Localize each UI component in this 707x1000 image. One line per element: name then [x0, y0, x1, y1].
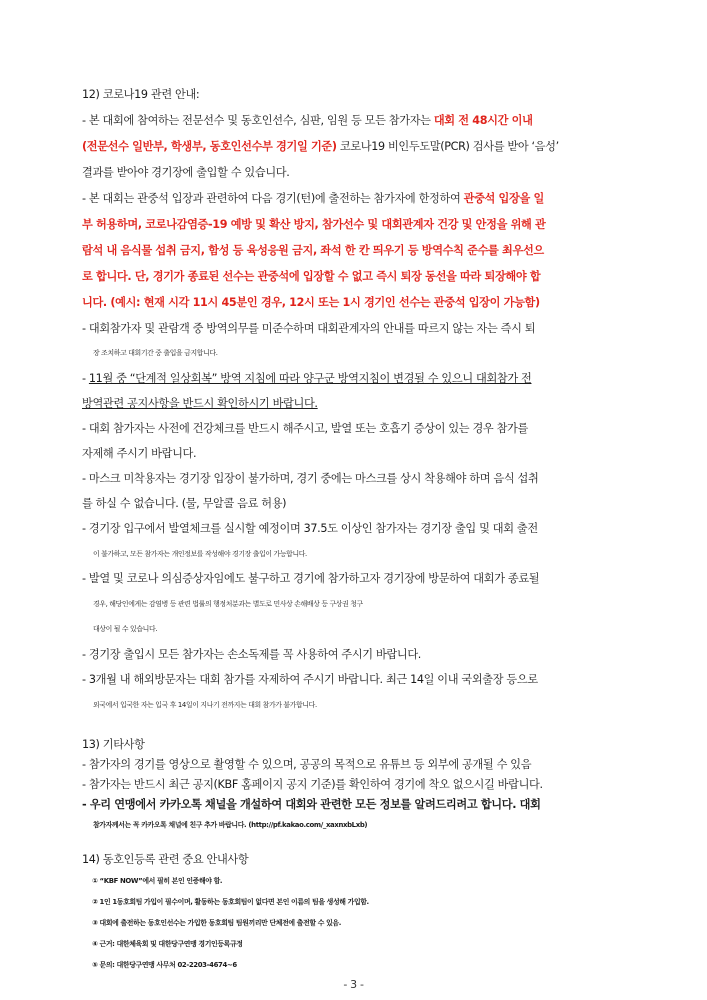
- spectator-notice-line-1: - 본 대회는 관중석 입장과 관련하여 다음 경기(턴)에 출전하는 참가자에 한정하여 관중석 입장을 일: [82, 192, 544, 205]
- page-number: - 3 -: [343, 978, 364, 991]
- notice-check-line: - 참가자는 반드시 최근 공지(KBF 홈페이지 공지 기준)를 확인하여 경기에 착오 없으시길 바랍니다.: [82, 778, 543, 791]
- section-14-heading: 14) 동호인등록 관련 중요 안내사항: [82, 853, 249, 866]
- registration-item-2: ② 1인 1동호회팀 가입이 필수이며, 활동하는 동호회팀이 없다면 본인 이름의 팀을 생성해 가입함.: [92, 898, 369, 906]
- section-12-heading: 12) 코로나19 관련 안내:: [82, 88, 200, 101]
- liability-line-3: 대상이 될 수 있습니다.: [93, 625, 158, 633]
- spectator-notice-line-5: 니다. (예시: 현재 시각 11시 45분인 경우, 12시 또는 1시 경기인 선수는 관중석 입장이 가능함): [82, 296, 540, 309]
- covid-pcr-notice-line-2: (전문선수 일반부, 학생부, 동호인선수부 경기일 기준) 코로나19 비인두도말(PCR) 검사를 받아 ‘음성’: [82, 140, 559, 153]
- section-13-heading: 13) 기타사항: [82, 738, 145, 751]
- covid-pcr-notice-line-1: - 본 대회에 참여하는 전문선수 및 동호인선수, 심판, 임원 등 모든 참가자는 대회 전 48시간 이내: [82, 114, 533, 127]
- pcr-deadline-highlight: 대회 전 48시간 이내: [433, 114, 533, 127]
- fever-check-line-2: 이 불가하고, 모든 참가자는 개인정보를 작성해야 경기장 출입이 가능합니다.: [93, 550, 307, 558]
- registration-item-4: ④ 근거: 대한체육회 및 대한당구연맹 경기인등록규정: [92, 940, 243, 948]
- sanitizer-line: - 경기장 출입시 모든 참가자는 손소독제를 꼭 사용하여 주시기 바랍니다.: [82, 648, 422, 661]
- quarantine-rule-line-2: 장 조치하고 대회기간 중 출입을 금지합니다.: [93, 349, 218, 357]
- registration-item-1: ① “KBF NOW”에서 필히 본인 인증해야 함.: [92, 877, 223, 885]
- health-check-line-2: 자제해 주시기 바랍니다.: [82, 447, 197, 460]
- video-recording-notice: - 참가자의 경기를 영상으로 촬영할 수 있으며, 공공의 목적으로 유튜브 등 외부에 공개될 수 있음: [82, 758, 532, 771]
- registration-item-3: ③ 대회에 출전하는 동호인선수는 가입한 동호회팀 팀원끼리만 단체전에 출전할 수 있음.: [92, 919, 341, 927]
- spectator-notice-line-4: 로 합니다. 단, 경기가 종료된 선수는 관중석에 입장할 수 없고 즉시 퇴장 동선을 따라 퇴장해야 합: [82, 270, 541, 283]
- covid-pcr-notice-line-3: 결과를 받아야 경기장에 출입할 수 있습니다.: [82, 166, 290, 179]
- quarantine-rule-line-1: - 대회참가자 및 관람객 중 방역의무를 미준수하며 대회관계자의 안내를 따르지 않는 자는 즉시 퇴: [82, 322, 536, 335]
- liability-line-2: 경우, 해당인에게는 감염병 등 관련 법률의 행정처분과는 별도로 민사상 손해배상 등 구상권 청구: [93, 600, 363, 608]
- spectator-notice-line-3: 람석 내 음식물 섭취 금지, 함성 등 육성응원 금지, 좌석 한 칸 띄우기 등 방역수칙 준수를 최우선으: [82, 244, 544, 257]
- mask-rule-line-1: - 마스크 미착용자는 경기장 입장이 불가하며, 경기 중에는 마스크를 상시 착용해야 하며 음식 섭취: [82, 472, 539, 485]
- guideline-change-line-2: 방역관련 공지사항을 반드시 확인하시기 바랍니다.: [82, 397, 318, 410]
- overseas-visit-line-1: - 3개월 내 해외방문자는 대회 참가를 자제하여 주시기 바랍니다. 최근 14일 이내 국외출장 등으로: [82, 673, 538, 686]
- spectator-notice-line-2: 부 허용하며, 코로나감염증-19 예방 및 확산 방지, 참가선수 및 대회관계자 건강 및 안정을 위해 관: [82, 218, 546, 231]
- overseas-visit-line-2: 외국에서 입국한 자는 입국 후 14일이 지나기 전까지는 대회 참가가 불가합니다.: [93, 701, 317, 709]
- guideline-change-line-1: - 11월 중 “단계적 일상회복” 방역 지침에 따라 양구군 방역지침이 변경될 수 있으니 대회참가 전: [82, 372, 532, 385]
- liability-line-1: - 발열 및 코로나 의심증상자임에도 불구하고 경기에 참가하고자 경기장에 방문하여 대회가 종료될: [82, 572, 540, 585]
- mask-rule-line-2: 를 하실 수 없습니다. (물, 무알콜 음료 허용): [82, 497, 287, 510]
- kakao-channel-line-1: - 우리 연맹에서 카카오톡 채널을 개설하여 대회와 관련한 모든 정보를 알려드리려고 합니다. 대회: [82, 798, 541, 811]
- health-check-line-1: - 대회 참가자는 사전에 건강체크를 반드시 해주시고, 발열 또는 호흡기 증상이 있는 경우 참가를: [82, 422, 528, 435]
- fever-check-line-1: - 경기장 입구에서 발열체크를 실시할 예정이며 37.5도 이상인 참가자는 경기장 출입 및 대회 출전: [82, 522, 538, 535]
- registration-item-5: ⑤ 문의: 대한당구연맹 사무처 02-2203-4674~6: [92, 961, 237, 969]
- kakao-channel-line-2: 참가자께서는 꼭 카카오톡 채널에 친구 추가 바랍니다. (http://pf.kakao.com/_xaxnxbLxb): [93, 821, 368, 829]
